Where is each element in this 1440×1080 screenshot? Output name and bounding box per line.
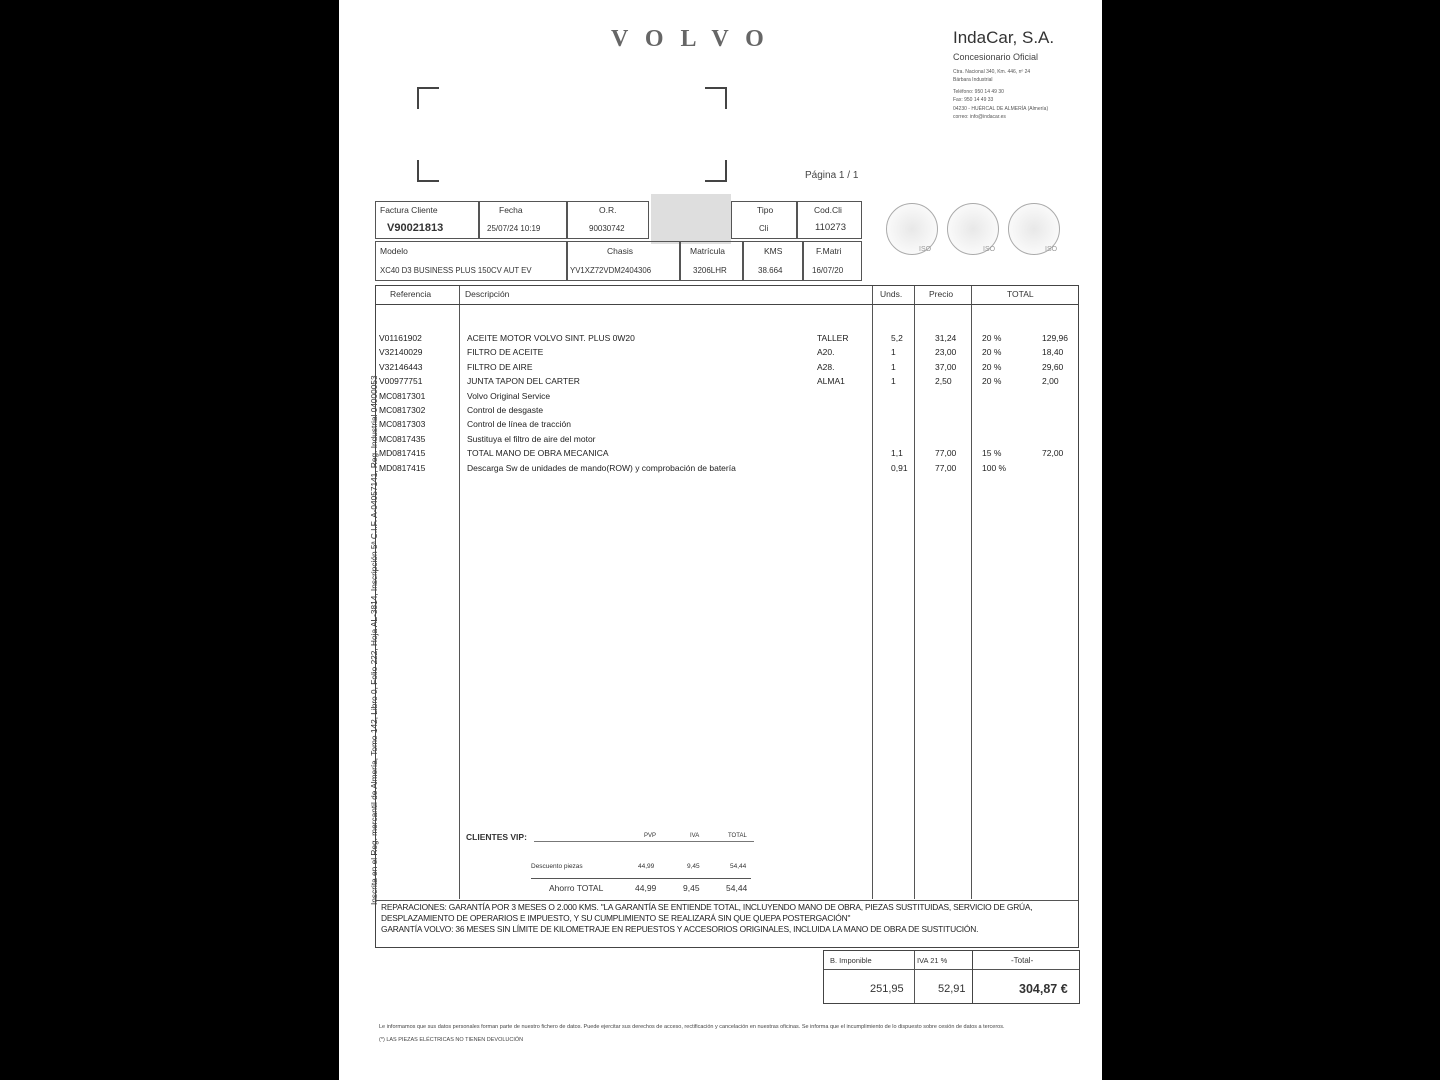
row-reference: V00977751: [379, 376, 423, 387]
row-location: TALLER: [817, 333, 849, 343]
vip-col-total: TOTAL: [728, 833, 747, 839]
invoice-page: [339, 0, 1102, 1080]
row-location: A28.: [817, 361, 835, 372]
vip-row-pvp: 44,99: [638, 863, 655, 870]
row-description: Control de desgaste: [467, 405, 544, 415]
row-units: 1: [891, 361, 896, 372]
row-description: JUNTA TAPON DEL CARTER: [467, 376, 580, 387]
table-row: [376, 333, 1080, 347]
reg-date-label: F.Matri: [816, 246, 842, 256]
privacy-footnote: Le informamos que sus datos personales forman parte de nuestro fichero de datos. Puede ejercitar sus derechos de acceso, rectificación y cancelación en nuestras oficinas. Se informa que el incumplimiento de lo dispuesto sobre cesión de datos a terceros.: [379, 1024, 1005, 1030]
row-price: 2,50: [935, 376, 952, 387]
row-total: 18,40: [1042, 347, 1064, 358]
col-header-description: Descripción: [465, 289, 510, 299]
row-units: 0,91: [891, 462, 908, 473]
row-total: 2,00: [1042, 376, 1059, 387]
plate-label: Matrícula: [690, 246, 725, 256]
table-row: [376, 405, 1080, 419]
row-price: 77,00: [935, 462, 957, 473]
row-reference: MC0817301: [379, 390, 426, 401]
type-label: Tipo: [757, 205, 774, 215]
row-reference: MC0817435: [379, 433, 426, 444]
vip-total-total: 54,44: [726, 883, 748, 893]
row-units: 1: [891, 347, 896, 358]
col-header-units: Unds.: [880, 289, 903, 299]
electrical-parts-note: (*) LAS PIEZAS ELÉCTRICAS NO TIENEN DEVOLUCIÓN: [379, 1037, 524, 1043]
date-box: [479, 201, 567, 239]
table-row: [376, 347, 1080, 361]
vip-col-pvp: PVP: [644, 833, 657, 839]
row-total: 129,96: [1042, 333, 1068, 343]
client-code: 110273: [815, 222, 846, 233]
row-reference: MD0817415: [379, 448, 426, 459]
chassis-number: YV1XZ72VDM2404306: [570, 266, 652, 275]
row-reference: MD0817415: [379, 462, 426, 473]
company-address-line: Fax: 950 14 49 33: [953, 97, 994, 103]
row-discount: 20 %: [982, 333, 1002, 343]
row-units: 1,1: [891, 448, 903, 459]
vip-total-pvp: 44,99: [635, 883, 657, 893]
repair-warranty-text: REPARACIONES: GARANTÍA POR 3 MESES O 2.000 KMS. "LA GARANTÍA SE ENTIENDE TOTAL, INCLUYENDO MANO DE OBRA, PIEZAS SUSTITUIDAS, SERVICIO DE GRÚA, DESPLAZAMIENTO DE OPERARIOS E IMPUESTO, Y SU CUMPLIMIENTO SE REALIZARÁ SIN QUE QUEPA POSTERGACIÓN": [381, 902, 1033, 923]
client-type: Cli: [759, 224, 769, 233]
tax-base-value: 251,95: [870, 983, 904, 995]
kilometers: 38.664: [758, 266, 783, 275]
company-name: IndaCar, S.A.: [953, 28, 1055, 47]
table-row: [376, 362, 1080, 376]
seal-label: ISO: [1045, 246, 1058, 253]
order-number: 90030742: [589, 224, 625, 233]
kms-label: KMS: [764, 246, 783, 256]
row-price: 77,00: [935, 448, 957, 459]
company-subtitle: Concesionario Oficial: [953, 52, 1039, 62]
row-units: 1: [891, 376, 896, 387]
invoice-number-label: Factura Cliente: [380, 205, 438, 215]
notes-divider: [376, 900, 1078, 901]
vip-underline: [534, 841, 754, 842]
table-row: [376, 434, 1080, 448]
row-description: FILTRO DE AIRE: [467, 361, 533, 372]
row-reference: V32140029: [379, 347, 423, 358]
redacted-area: [651, 194, 731, 244]
invoice-date: 25/07/24 10:19: [487, 224, 541, 233]
date-label: Fecha: [499, 205, 523, 215]
client-code-label: Cod.Cli: [814, 205, 842, 215]
row-reference: V32146443: [379, 361, 423, 372]
warranty-notes: [381, 902, 1076, 935]
chassis-label: Chasis: [607, 246, 633, 256]
row-description: Descarga Sw de unidades de mando(ROW) y comprobación de batería: [467, 462, 736, 473]
order-label: O.R.: [599, 205, 617, 215]
seal-label: ISO: [983, 246, 996, 253]
vip-row-total: 54,44: [730, 863, 747, 870]
registry-side-text: Inscrita en el Reg. mercantil de Almería, Tomo 142, Libro 0, Folio 222, Hoja AL-3814, Inscripción 5ª C.I.F. A-04057141, Reg. Industrial 04000053: [369, 375, 379, 905]
company-address-line: Ctra. Nacional 340, Km. 446, nº 24: [953, 69, 1031, 75]
vip-col-iva: IVA: [690, 833, 700, 839]
col-header-total: TOTAL: [1007, 289, 1034, 299]
vip-row-iva: 9,45: [687, 863, 700, 870]
row-discount: 20 %: [982, 376, 1002, 387]
header-divider: [376, 304, 1078, 305]
vip-total-label: Ahorro TOTAL: [549, 883, 604, 893]
row-reference: MC0817302: [379, 405, 426, 415]
vehicle-model: XC40 D3 BUSINESS PLUS 150CV AUT EV: [380, 266, 532, 275]
row-location: ALMA1: [817, 376, 845, 387]
seal-label: ISO: [919, 246, 932, 253]
vat-value: 52,91: [938, 983, 966, 995]
license-plate: 3206LHR: [693, 266, 727, 275]
items-table: [375, 285, 1079, 948]
row-description: Volvo Original Service: [467, 390, 551, 401]
row-reference: MC0817303: [379, 419, 426, 430]
vip-row-label: Descuento piezas: [531, 863, 583, 870]
row-discount: 20 %: [982, 361, 1002, 372]
row-reference: V01161902: [379, 333, 422, 343]
totals-box: [823, 950, 1080, 1004]
row-total: 29,60: [1042, 361, 1064, 372]
row-description: ACEITE MOTOR VOLVO SINT. PLUS 0W20: [467, 333, 635, 343]
row-price: 37,00: [935, 361, 957, 372]
table-row: [376, 463, 1080, 477]
model-label: Modelo: [380, 246, 408, 256]
volvo-warranty-text: GARANTÍA VOLVO: 36 MESES SIN LÍMITE DE KILOMETRAJE EN REPUESTOS Y ACCESORIOS ORIGINALES, INCLUIDA LA MANO DE OBRA DE SUSTITUCIÓN.: [381, 924, 979, 934]
row-description: Control de línea de tracción: [467, 419, 571, 430]
company-address-line: Teléfono: 950 14 49 30: [953, 89, 1004, 95]
row-price: 23,00: [935, 347, 957, 358]
row-discount: 15 %: [982, 448, 1002, 459]
grand-total-value: 304,87 €: [1019, 982, 1068, 996]
company-address-line: Bárbara Industrial: [953, 77, 993, 83]
volvo-logo: VOLVO: [611, 26, 781, 52]
registration-date: 16/07/20: [812, 266, 844, 275]
page-number: Página 1 / 1: [805, 170, 859, 181]
table-row: [376, 419, 1080, 433]
row-description: FILTRO DE ACEITE: [467, 347, 544, 358]
vip-title: CLIENTES VIP:: [466, 832, 527, 842]
row-total: 72,00: [1042, 448, 1064, 459]
row-discount: 20 %: [982, 347, 1002, 358]
row-description: Sustituya el filtro de aire del motor: [467, 433, 596, 444]
col-header-price: Precio: [929, 289, 954, 299]
table-row: [376, 376, 1080, 390]
vat-label: IVA 21 %: [917, 956, 948, 965]
total-label: -Total-: [1011, 956, 1034, 965]
company-address-line: 04230 - HUÉRCAL DE ALMERÍA (Almería): [953, 106, 1049, 112]
row-location: A20.: [817, 347, 835, 358]
vip-total-iva: 9,45: [683, 883, 700, 893]
invoice-number: V90021813: [387, 222, 444, 234]
table-row: [376, 448, 1080, 462]
row-discount: 100 %: [982, 462, 1007, 473]
table-row: [376, 391, 1080, 405]
vip-total-line: [531, 878, 751, 879]
company-address-line: correo: info@indacar.es: [953, 114, 1006, 120]
row-price: 31,24: [935, 333, 957, 343]
tax-base-label: B. Imponible: [830, 956, 872, 965]
row-units: 5,2: [891, 333, 903, 343]
col-header-reference: Referencia: [390, 289, 432, 299]
row-description: TOTAL MANO DE OBRA MECANICA: [467, 448, 609, 459]
